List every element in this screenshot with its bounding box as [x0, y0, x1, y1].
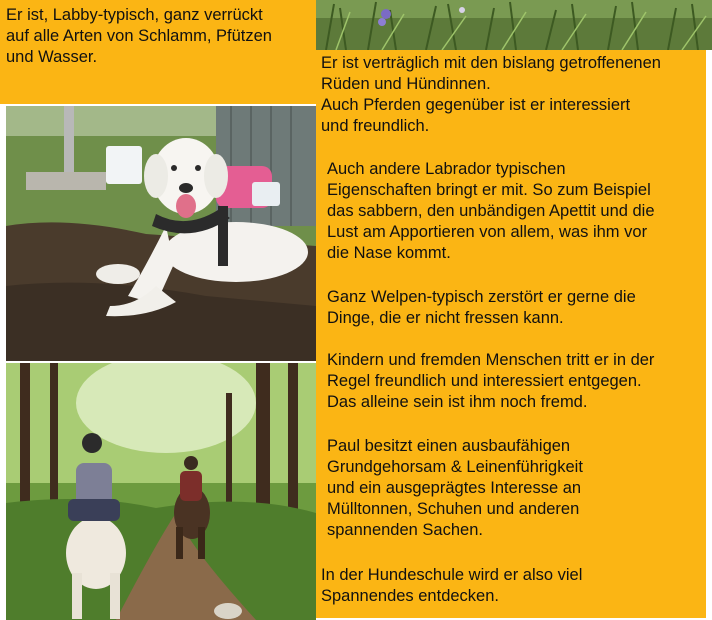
dog-photo [6, 106, 316, 361]
social-text: Er ist verträglich mit den bislang getroffenenen Rüden und Hündinnen. Auch Pferden gegenüber ist er interessiert und freundlich. [321, 54, 661, 135]
obedience-text: Paul besitzt einen ausbaufähigen Grundgehorsam & Leinenführigkeit und ein ausgeprägtes Interesse an Mülltonnen, Schuhen und anderen spannenden Sachen. [327, 437, 583, 539]
mud-text: Er ist, Labby-typisch, ganz verrückt auf alle Arten von Schlamm, Pfützen und Wasser. [6, 6, 272, 66]
lab-traits-text: Auch andere Labrador typischen Eigenschaften bringt er mit. So zum Beispiel das sabbern, den unbändigen Apettit und die Lust am Apportieren von allem, was ihm vor die Nase kommt. [327, 160, 655, 262]
forest-ride-photo [6, 363, 316, 620]
school-text: In der Hundeschule wird er also viel Spannendes entdecken. [321, 566, 583, 605]
grass-photo [316, 0, 712, 50]
puppy-text: Ganz Welpen-typisch zerstört er gerne die Dinge, die er nicht fressen kann. [327, 288, 636, 327]
people-text: Kindern und fremden Menschen tritt er in der Regel freundlich und interessiert entgegen. Das alleine sein ist ihm noch fremd. [327, 351, 655, 411]
